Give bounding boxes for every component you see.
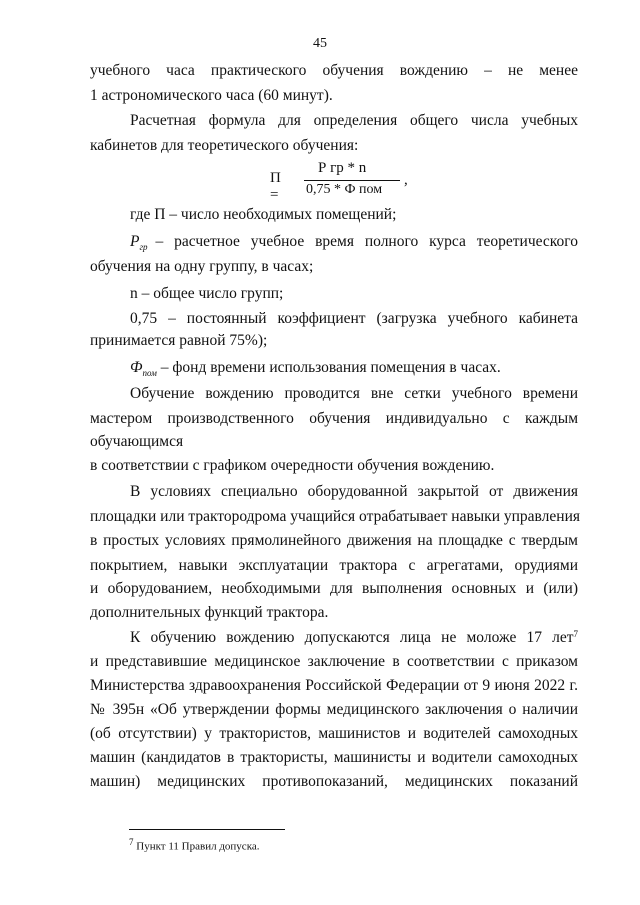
body-line-27: машин (кандидатов в трактористы, машинисты и водители самоходных bbox=[90, 749, 578, 766]
body-line-15: в соответствии с графиком очередности обучения вождению. bbox=[90, 457, 495, 474]
body-line-20: и оборудованием, необходимыми для выполнения основных и (или) bbox=[90, 580, 578, 597]
body-line-25: № 395н «Об утверждении формы медицинского заключения о наличии bbox=[90, 701, 578, 718]
body-line-2: 1 астрономического часа (60 минут). bbox=[90, 87, 333, 104]
body-line-10: принимается равной 75%); bbox=[90, 332, 268, 349]
body-line-28: машин) медицинских противопоказаний, медицинских показаний bbox=[90, 773, 578, 790]
body-line-24: Министерства здравоохранения Российской Федерации от 9 июня 2022 г. bbox=[90, 677, 578, 694]
formula-numerator: Р гр * n bbox=[318, 160, 367, 176]
body-line-21: дополнительных функций трактора. bbox=[90, 604, 329, 621]
body-line-22: К обучению вождению допускаются лица не моложе 17 лет bbox=[130, 629, 574, 646]
body-line-18: в простых условиях прямолинейного движения на площадке с твердым bbox=[90, 532, 578, 549]
body-line-4: кабинетов для теоретического обучения: bbox=[90, 137, 359, 154]
f-symbol-sub: пом bbox=[142, 368, 157, 379]
fraction-bar bbox=[304, 180, 400, 181]
body-line-12: Обучение вождению проводится вне сетки учебного времени bbox=[130, 385, 578, 402]
body-line-8: n – общее число групп; bbox=[130, 285, 284, 302]
footnote-separator bbox=[129, 829, 285, 830]
body-line-13: мастером производственного обучения индивидуально с каждым bbox=[90, 410, 578, 427]
formula-lhs: П = bbox=[270, 170, 281, 203]
body-line-5: где П – число необходимых помещений; bbox=[130, 206, 397, 223]
formula-denominator: 0,75 * Ф пом bbox=[306, 182, 383, 197]
formula-comma: , bbox=[404, 172, 408, 188]
r-symbol-sub: гр bbox=[139, 242, 148, 253]
body-line-19: покрытием, навыки эксплуатации трактора с агрегатами, орудиями bbox=[90, 557, 578, 574]
r-definition-row bbox=[130, 232, 578, 257]
footnote-reference: 7 bbox=[573, 629, 578, 639]
r-symbol bbox=[130, 232, 147, 257]
footnote bbox=[129, 837, 260, 853]
f-definition-row bbox=[130, 358, 578, 383]
f-symbol-main: Ф bbox=[130, 359, 143, 376]
footnote-number: 7 bbox=[129, 837, 134, 847]
footnote-text: Пункт 11 Правил допуска. bbox=[136, 840, 260, 853]
body-line-14: обучающимся bbox=[90, 433, 184, 450]
body-line-6: – расчетное учебное время полного курса теоретического bbox=[155, 233, 578, 250]
body-line-23: и представившие медицинское заключение в соответствии с приказом bbox=[90, 653, 578, 670]
body-line-16: В условиях специально оборудованной закрытой от движения bbox=[130, 483, 578, 500]
body-line-9: 0,75 – постоянный коэффициент (загрузка учебного кабинета bbox=[130, 310, 578, 327]
body-line-17: площадки или трактородрома учащийся отрабатывает навыки управления bbox=[90, 508, 580, 525]
page-number: 45 bbox=[313, 36, 327, 51]
body-line-1: учебного часа практического обучения вождению – не менее bbox=[90, 62, 578, 79]
body-line-26: (об отсутствии) у трактористов, машинистов и водителей самоходных bbox=[90, 725, 578, 742]
body-line-7: обучения на одну группу, в часах; bbox=[90, 258, 314, 275]
f-symbol bbox=[130, 359, 157, 379]
r-symbol-main: Р bbox=[130, 233, 140, 250]
body-line-11: – фонд времени использования помещения в часах. bbox=[160, 359, 501, 376]
admission-row bbox=[130, 628, 578, 648]
body-line-3: Расчетная формула для определения общего числа учебных bbox=[130, 112, 578, 129]
